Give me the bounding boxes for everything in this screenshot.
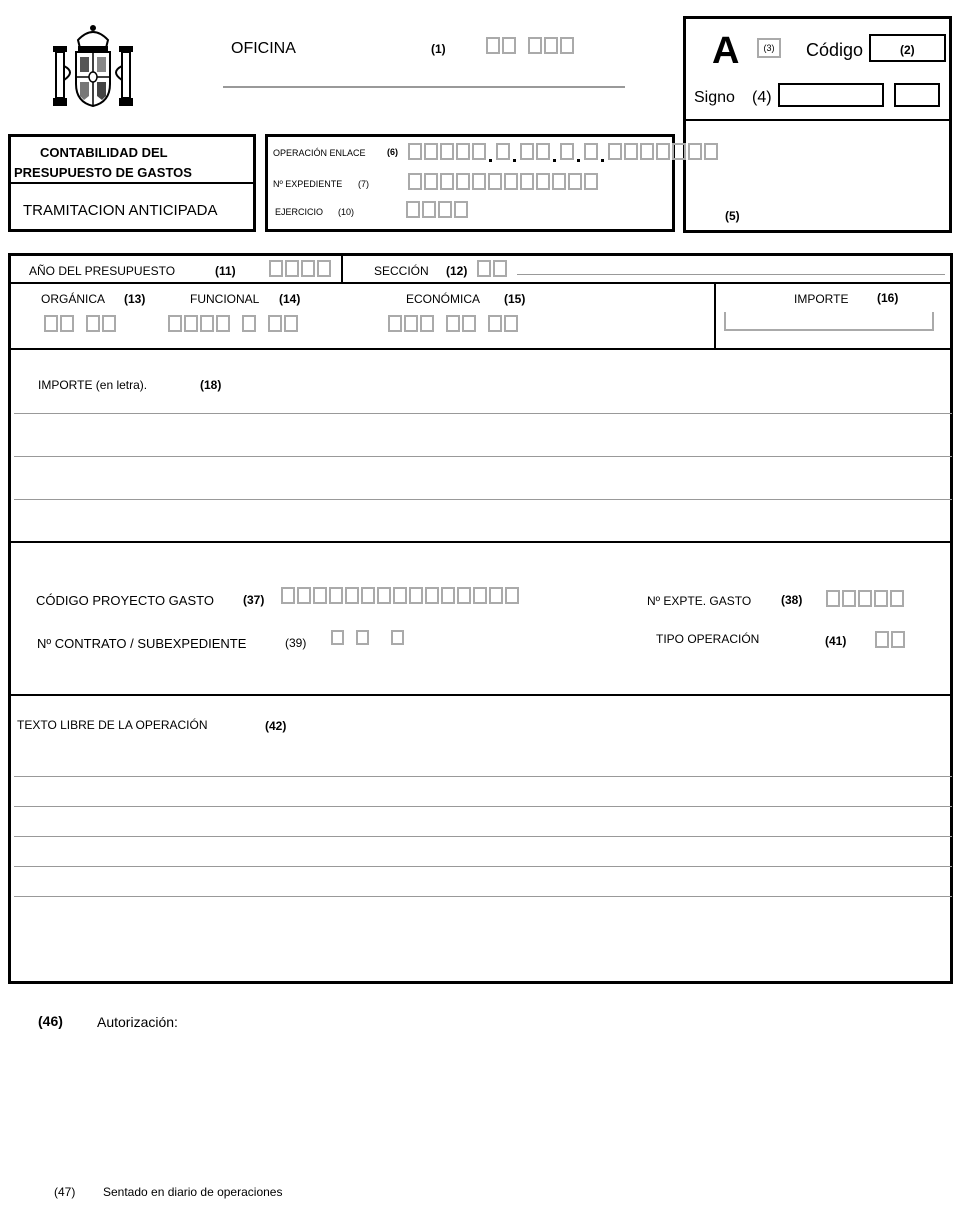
ejercicio-code-boxes[interactable] [406, 201, 468, 218]
seccion-code-boxes[interactable] [477, 260, 507, 277]
seccion-label: SECCIÓN [374, 264, 429, 278]
tipo-operacion-ref: (41) [825, 634, 847, 648]
texto-libre-ref: (42) [265, 719, 287, 733]
expte-gasto-label: Nº EXPTE. GASTO [647, 594, 752, 608]
texto-libre-line-5[interactable] [14, 896, 952, 897]
funcional-code-boxes[interactable] [168, 315, 298, 332]
economica-ref: (15) [504, 292, 526, 306]
expte-gasto-boxes[interactable] [826, 590, 904, 607]
importe-letra-line-1[interactable] [14, 413, 952, 414]
form-letter-ref-box: (3) [757, 38, 781, 58]
oficina-code-boxes[interactable] [486, 37, 574, 54]
expediente-label: Nº EXPEDIENTE [273, 179, 343, 189]
enlace-ref: (6) [387, 147, 398, 157]
economica-label: ECONÓMICA [406, 292, 481, 306]
texto-libre-line-3[interactable] [14, 836, 952, 837]
texto-libre-line-4[interactable] [14, 866, 952, 867]
autorizacion-ref: (46) [38, 1013, 63, 1029]
funcional-ref: (14) [279, 292, 301, 306]
title-line1: CONTABILIDAD DEL [40, 145, 168, 160]
importe-letra-line-3[interactable] [14, 499, 952, 500]
oficina-ref: (1) [431, 42, 446, 56]
signo-input[interactable] [778, 83, 884, 107]
organica-label: ORGÁNICA [41, 292, 106, 306]
main-form-frame [8, 253, 953, 984]
codigo-box-divider [683, 119, 952, 121]
ejercicio-ref: (10) [338, 207, 355, 217]
enlace-label: OPERACIÓN ENLACE [273, 148, 366, 158]
expediente-ref: (7) [358, 179, 369, 189]
codigo-proyecto-boxes[interactable] [281, 587, 519, 604]
anio-code-boxes[interactable] [269, 260, 331, 277]
seccion-line [517, 274, 945, 275]
funcional-label: FUNCIONAL [190, 292, 260, 306]
contrato-boxes[interactable] [331, 630, 404, 645]
sentado-ref: (47) [54, 1185, 76, 1199]
expte-gasto-ref: (38) [781, 593, 803, 607]
signo-input-2[interactable] [894, 83, 940, 107]
contrato-label: Nº CONTRATO / SUBEXPEDIENTE [37, 636, 247, 651]
form-letter: A [712, 30, 740, 72]
signo-label: Signo [694, 89, 735, 106]
enlace-code-boxes[interactable] [408, 143, 718, 160]
anio-ref: (11) [215, 264, 236, 278]
tipo-operacion-boxes[interactable] [875, 631, 905, 648]
classification-row-divider [8, 348, 953, 350]
contrato-ref: (39) [285, 636, 307, 650]
codigo-proyecto-ref: (37) [243, 593, 265, 607]
seccion-ref: (12) [446, 264, 468, 278]
tipo-operacion-label: TIPO OPERACIÓN [656, 632, 760, 646]
texto-libre-line-2[interactable] [14, 806, 952, 807]
signo-ref: (4) [752, 89, 772, 106]
codigo-input[interactable] [869, 34, 946, 62]
anio-label: AÑO DEL PRESUPUESTO [29, 264, 176, 278]
coat-of-arms-emblem [48, 22, 138, 110]
importe-letra-label: IMPORTE (en letra). [38, 378, 148, 392]
economica-code-boxes[interactable] [388, 315, 518, 332]
title-line2: PRESUPUESTO DE GASTOS [14, 165, 192, 180]
importe-letra-bottom [8, 541, 953, 543]
oficina-line [223, 86, 625, 88]
sentado-label: Sentado en diario de operaciones [103, 1185, 283, 1199]
codigo-label: Código [806, 40, 864, 60]
anio-seccion-divider [341, 253, 343, 283]
organica-ref: (13) [124, 292, 146, 306]
organica-code-boxes[interactable] [44, 315, 116, 332]
expediente-code-boxes[interactable] [408, 173, 598, 190]
importe-label: IMPORTE [794, 292, 849, 306]
box5-ref: (5) [725, 209, 740, 223]
texto-libre-line-1[interactable] [14, 776, 952, 777]
importe-letra-ref: (18) [200, 378, 222, 392]
title-box-divider [8, 182, 256, 184]
texto-libre-label: TEXTO LIBRE DE LA OPERACIÓN [17, 718, 208, 732]
autorizacion-label: Autorización: [97, 1014, 178, 1030]
title-subtitle: TRAMITACION ANTICIPADA [23, 202, 218, 219]
importe-letra-line-2[interactable] [14, 456, 952, 457]
oficina-label: OFICINA [231, 40, 296, 57]
codigo-ref: (2) [900, 43, 915, 57]
importe-input[interactable] [724, 312, 934, 331]
importe-divider [714, 282, 716, 349]
ejercicio-label: EJERCICIO [275, 207, 324, 217]
budget-row-divider [8, 282, 953, 284]
project-bottom [8, 694, 953, 696]
codigo-proyecto-label: CÓDIGO PROYECTO GASTO [36, 593, 214, 608]
importe-ref: (16) [877, 291, 899, 305]
